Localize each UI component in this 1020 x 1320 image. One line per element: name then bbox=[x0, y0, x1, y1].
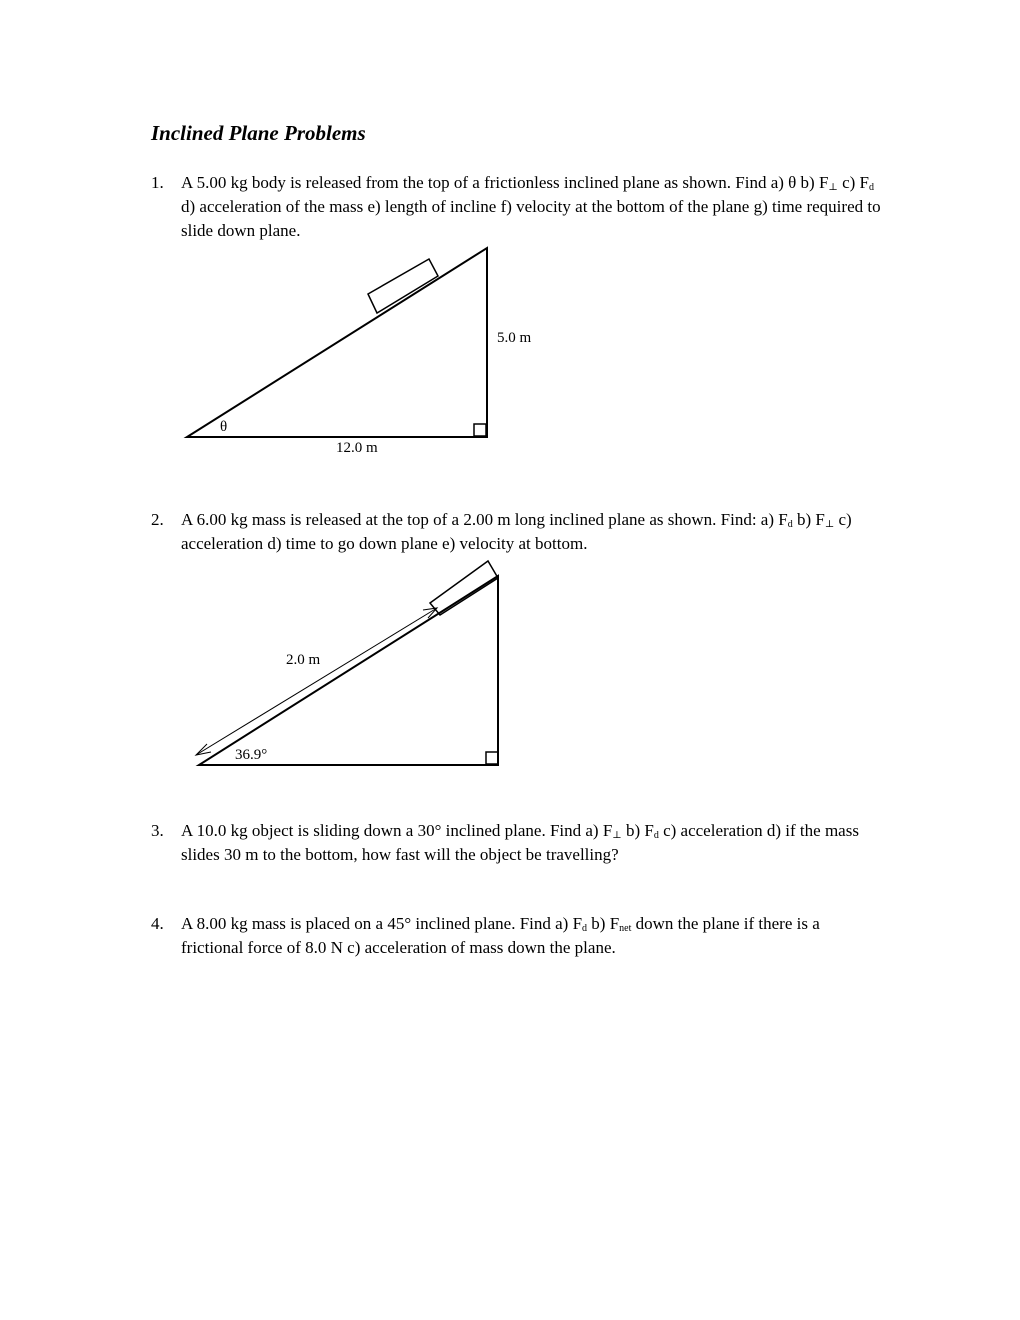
angle-label: 36.9° bbox=[235, 747, 268, 763]
problem-text: A 10.0 kg object is sliding down a 30° inclined plane. Find a) $F_\perp$ b) $F_d$ c) acceleration d) if the mass slides 30 m to the bottom, how fast will the object be travelling? bbox=[181, 821, 859, 864]
length-label: 2.0 m bbox=[286, 652, 321, 668]
arrowhead-top bbox=[423, 608, 437, 618]
problem-1 bbox=[151, 171, 881, 243]
problem-2 bbox=[151, 508, 881, 556]
block bbox=[368, 259, 438, 313]
right-angle-marker bbox=[474, 424, 486, 436]
height-label: 5.0 m bbox=[497, 330, 532, 346]
angle-label: θ bbox=[220, 419, 228, 435]
problem-3 bbox=[151, 819, 881, 867]
length-arrow bbox=[196, 608, 437, 755]
block bbox=[430, 561, 498, 615]
page-title: Inclined Plane Problems bbox=[151, 121, 366, 145]
problem-number: 4. bbox=[151, 914, 164, 933]
right-angle-marker bbox=[486, 752, 498, 764]
problem-4 bbox=[151, 912, 881, 960]
problem-text: A 5.00 kg body is released from the top of a frictionless inclined plane as shown. Find a) θ b) $F_\perp$ c) $F_d$ d) acceleration of the mass e) length of incline f) velocity at the bottom of the plane g) time required to slide down plane. bbox=[181, 173, 881, 240]
problem-number: 3. bbox=[151, 821, 164, 840]
problem-text: A 8.00 kg mass is placed on a 45° inclined plane. Find a) $F_d$ b) $F_{net}$ down the plane if there is a frictional force of 8.0 N c) acceleration of mass down the plane. bbox=[181, 914, 820, 957]
base-label: 12.0 m bbox=[336, 440, 378, 456]
incline-triangle bbox=[199, 576, 498, 765]
problem-number: 2. bbox=[151, 510, 164, 529]
problem-number: 1. bbox=[151, 173, 164, 192]
incline-triangle bbox=[187, 248, 487, 437]
arrowhead-bottom bbox=[196, 744, 211, 755]
problem-text: A 6.00 kg mass is released at the top of a 2.00 m long inclined plane as shown. Find: a) $F_d$ b) $F_\perp$ c) acceleration d) time to go down plane e) velocity at bottom. bbox=[181, 510, 852, 553]
